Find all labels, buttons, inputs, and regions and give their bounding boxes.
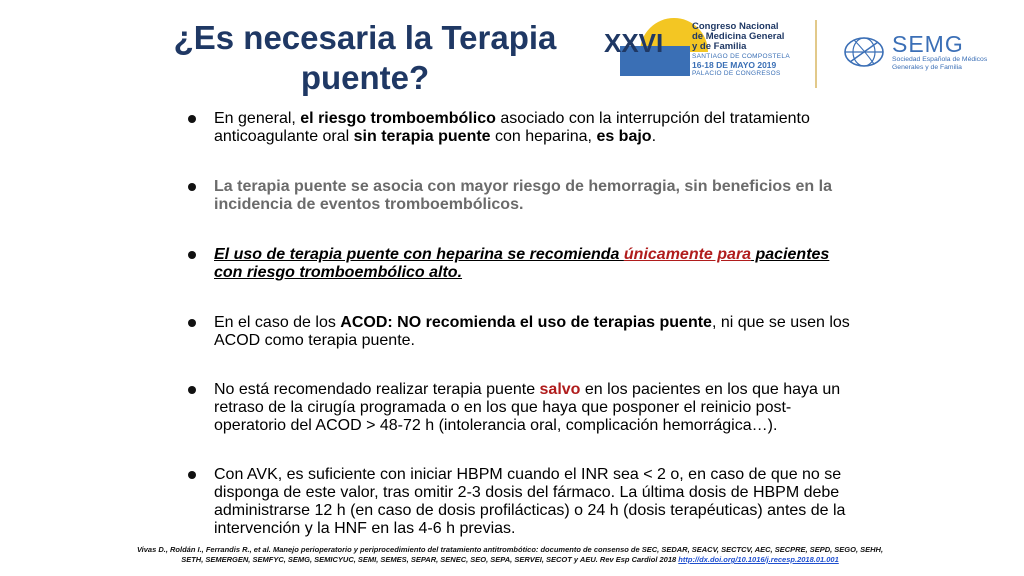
page-title-line-2: puente?	[300, 59, 430, 96]
bullet-text-part: , ni que se usen los ACOD como terapia puente.	[214, 314, 850, 349]
congress-name-3: y de Familia	[692, 41, 747, 52]
bullet-text: La terapia puente se asocia con mayor riesgo de hemorragia, sin beneficios en la incidencia de eventos tromboembólicos.	[214, 178, 832, 213]
bullet-text-part: .	[651, 128, 657, 145]
bullet-text-highlight: salvo	[539, 381, 581, 398]
congress-city: SANTIAGO DE COMPOSTELA	[692, 53, 790, 60]
bullet-text-highlight: únicamente para	[623, 246, 752, 263]
bullet-text	[214, 246, 854, 282]
bullet-dot-icon	[188, 471, 196, 479]
bullet-text-part: en los pacientes en los que haya un retraso de la cirugía programada o en los que haya que posponer el reinicio post-operatorio del ACOD > 48-72 h (intolerancia oral, complicación hemorrágica…).	[214, 381, 841, 434]
semg-subtitle-2: Generales y de Familia	[892, 64, 962, 71]
bullet-text: Con AVK, es suficiente con iniciar HBPM cuando el INR sea < 2 o, en caso de que no se disponga de este valor, tras omitir 2-3 dosis del fármaco. La última dosis de HBPM debe administrarse 12 h (en caso de dosis profilácticas) o 24 h (dosis terapéuticas) antes de la intervención y la HNF en las 4-6 h previas.	[214, 466, 846, 537]
semg-name: SEMG	[892, 31, 964, 57]
bullet-text	[214, 314, 854, 350]
congress-info	[692, 22, 812, 78]
bullet-text-part: con heparina,	[490, 128, 597, 145]
bullet-text-underlined: El uso de terapia puente con heparina se recomienda	[214, 246, 624, 263]
bullet-dot-icon	[188, 319, 196, 327]
congress-name-1: Congreso Nacional	[692, 21, 779, 32]
bullet-dot-icon	[188, 386, 196, 394]
bullet-text-part: No está recomendado realizar terapia puente	[214, 381, 540, 398]
bullet-text-part: En el caso de los	[214, 314, 341, 331]
bullet-text	[214, 110, 854, 146]
bullet-text-bold: el riesgo tromboembólico	[300, 110, 496, 127]
bullet-text-part: En general,	[214, 110, 301, 127]
congress-dates: 16-18 DE MAYO 2019	[692, 60, 777, 70]
bullet-text-bold: ACOD: NO recomienda el uso de terapias puente	[340, 314, 712, 331]
header-divider	[815, 20, 817, 88]
footnote-citation: SETH, SEMERGEN, SEMFYC, SEMG, SEMICYUC, SEMI, SEMES, SEPAR, SENEC, SEO, SEPA, SERVEI, SECOT y AEU. Rev Esp Cardiol 2018	[181, 555, 679, 564]
semg-logo	[892, 32, 987, 72]
bullet-text	[214, 381, 854, 435]
bullet-dot-icon	[188, 183, 196, 191]
congress-name-2: de Medicina General	[692, 31, 785, 42]
semg-emblem-icon	[842, 36, 886, 68]
page-title	[150, 18, 580, 98]
footnote-line-2	[60, 555, 960, 565]
congress-venue: PALACIO DE CONGRESOS	[692, 70, 781, 77]
semg-subtitle-1: Sociedad Española de Médicos	[892, 56, 988, 63]
doi-link[interactable]: http://dx.doi.org/10.1016/j.recesp.2018.01.001	[678, 555, 839, 564]
bullet-dot-icon	[188, 251, 196, 259]
bullet-text-bold: es bajo	[596, 128, 652, 145]
reference-footnote	[60, 545, 960, 565]
footnote-line-1: Vivas D., Roldán I., Ferrandis R., et al. Manejo perioperatorio y periprocedimiento del tratamiento antitrombótico: documento de consenso de SEC, SEDAR, SEACV, SECTCV, AEC, SECPRE, SEPD, SEGO, SEHH,	[136, 545, 884, 554]
bullet-dot-icon	[188, 115, 196, 123]
bullet-text-part: asociado con la interrupción del tratamiento anticoagulante oral	[214, 110, 810, 145]
bullet-text-underlined: pacientes con riesgo tromboembólico alto.	[214, 246, 830, 281]
bullet-text-bold: sin terapia puente	[353, 128, 491, 145]
page-title-line-1: ¿Es necesaria la Terapia	[173, 19, 557, 56]
congress-numeral: XXVI	[604, 28, 664, 58]
